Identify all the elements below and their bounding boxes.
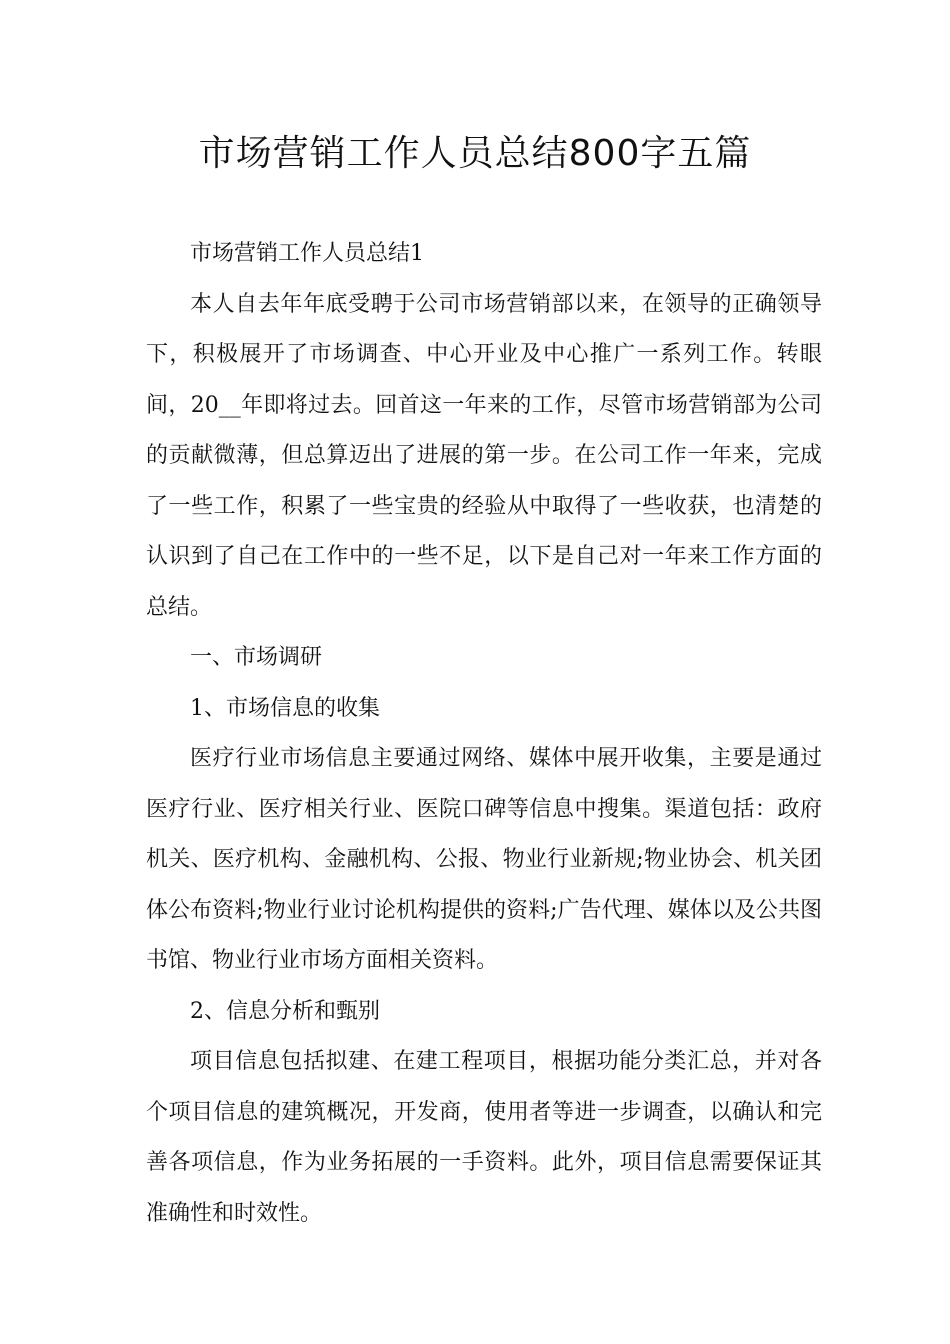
body-paragraph: 本人自去年年底受聘于公司市场营销部以来，在领导的正确领导下，积极展开了市场调查、中心开业及中心推广一系列工作。转眼间，20__年即将过去。回首这一年来的工作，尽管市场营销部为公司的贡献微薄，但总算迈出了进展的第一步。在公司工作一年来，完成了一些工作，积累了一些宝贵的经验从中取得了一些收获，也清楚的认识到了自己在工作中的一些不足，以下是自己对一年来工作方面的总结。 [146,291,822,620]
subsection-heading: 一、市场调研 [190,645,323,670]
item-heading: 2、信息分析和甄别 [190,998,380,1024]
document-title: 市场营销工作人员总结800字五篇 [198,133,752,174]
section-heading: 市场营销工作人员总结1 [190,241,424,266]
body-paragraph: 项目信息包括拟建、在建工程项目，根据功能分类汇总，并对各个项目信息的建筑概况，开发商，使用者等进一步调查，以确认和完善各项信息，作为业务拓展的一手资料。此外，项目信息需要保证其准确性和时效性。 [146,1049,822,1226]
body-paragraph: 医疗行业市场信息主要通过网络、媒体中展开收集，主要是通过医疗行业、医疗相关行业、医院口碑等信息中搜集。渠道包括：政府机关、医疗机构、金融机构、公报、物业行业新规;物业协会、机关团体公布资料;物业行业讨论机构提供的资料;广告代理、媒体以及公共图书馆、物业行业市场方面相关资料。 [146,746,822,973]
item-heading: 1、市场信息的收集 [190,695,380,721]
document-body [146,229,822,1239]
